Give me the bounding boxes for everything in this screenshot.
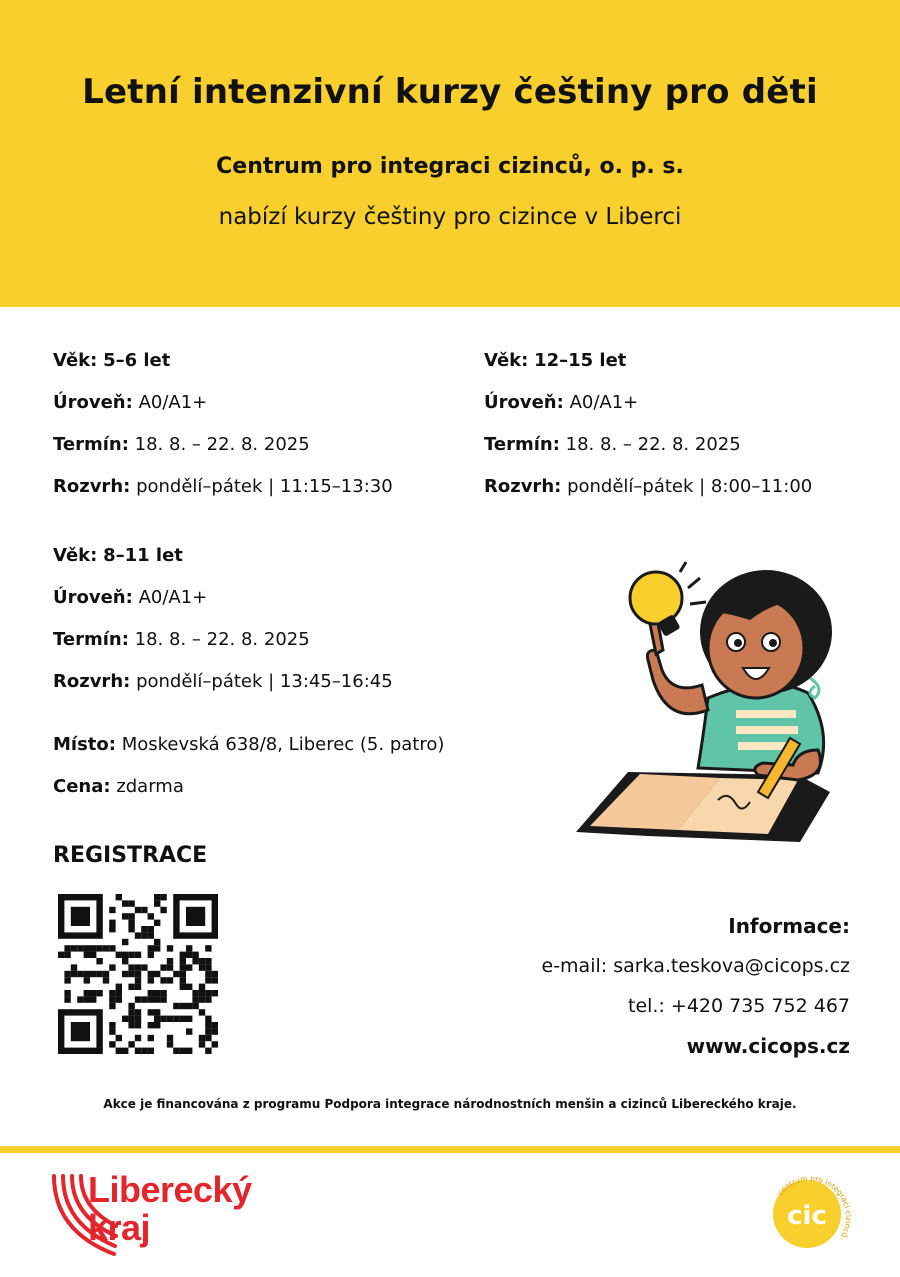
- qr-module: [199, 1009, 205, 1015]
- info-title: Informace:: [728, 914, 850, 938]
- qr-module: [205, 990, 211, 996]
- qr-module: [84, 996, 90, 1002]
- qr-module: [135, 1048, 141, 1054]
- qr-module: [167, 945, 173, 951]
- qr-module: [122, 1048, 128, 1054]
- qr-module: [154, 939, 160, 945]
- qr-module: [128, 926, 134, 932]
- qr-module: [109, 1022, 115, 1028]
- qr-module: [148, 971, 154, 977]
- qr-module: [122, 971, 128, 977]
- qr-module: [148, 945, 154, 951]
- qr-module: [122, 952, 128, 958]
- book-icon: [576, 772, 830, 842]
- course-block-age-12-15: [484, 340, 812, 508]
- qr-module: [116, 1035, 122, 1041]
- qr-module: [212, 971, 218, 977]
- qr-module: [71, 907, 90, 926]
- qr-module: [173, 1003, 179, 1009]
- age-value: 8–11 let: [103, 545, 183, 566]
- offer-subtitle: nabízí kurzy češtiny pro cizince v Liberci: [218, 204, 682, 230]
- qr-module: [128, 1022, 134, 1028]
- qr-module: [116, 996, 122, 1002]
- qr-module: [212, 977, 218, 983]
- schedule-value: pondělí–pátek | 8:00–11:00: [567, 476, 813, 497]
- qr-module: [205, 1035, 211, 1041]
- qr-module: [180, 1048, 186, 1054]
- qr-module: [167, 1035, 173, 1041]
- qr-module: [160, 1016, 166, 1022]
- level-label: Úroveň:: [53, 587, 133, 608]
- qr-module: [186, 952, 192, 958]
- level-value: A0/A1+: [138, 392, 208, 413]
- qr-module: [128, 964, 134, 970]
- qr-module: [199, 984, 205, 990]
- price-value: zdarma: [116, 776, 184, 797]
- qr-module: [64, 977, 70, 983]
- registration-title: REGISTRACE: [53, 843, 208, 868]
- qr-module: [205, 971, 211, 977]
- qr-module: [180, 964, 186, 970]
- age-label: Věk:: [53, 350, 98, 371]
- qr-module: [128, 971, 134, 977]
- qr-module: [109, 926, 115, 932]
- qr-module: [128, 1016, 134, 1022]
- qr-module: [192, 1003, 198, 1009]
- qr-module: [116, 984, 122, 990]
- qr-module: [77, 996, 83, 1002]
- qr-module: [167, 1016, 173, 1022]
- qr-module: [186, 907, 205, 926]
- qr-module: [180, 952, 186, 958]
- qr-module: [90, 945, 96, 951]
- qr-module: [199, 964, 205, 970]
- qr-module: [141, 996, 147, 1002]
- date-label: Termín:: [53, 629, 129, 650]
- course-block-age-5-6: [53, 340, 393, 508]
- qr-module: [154, 894, 160, 900]
- qr-module: [167, 977, 173, 983]
- age-label: Věk:: [53, 545, 98, 566]
- qr-module: [135, 1016, 141, 1022]
- schedule-label: Rozvrh:: [53, 671, 131, 692]
- qr-module: [135, 996, 141, 1002]
- price-label: Cena:: [53, 776, 111, 797]
- qr-module: [128, 1041, 134, 1047]
- cic-tagline: centrum pro integraci cizinců: [775, 1173, 854, 1240]
- qr-module: [122, 900, 128, 906]
- qr-module: [122, 958, 128, 964]
- qr-module: [205, 945, 211, 951]
- qr-module: [135, 907, 141, 913]
- qr-module: [109, 945, 115, 951]
- qr-module: [205, 1016, 211, 1022]
- qr-module: [128, 900, 134, 906]
- header-banner: [0, 0, 900, 307]
- qr-module: [148, 1035, 154, 1041]
- qr-module: [148, 996, 154, 1002]
- qr-module: [186, 964, 192, 970]
- qr-module: [109, 990, 115, 996]
- location-price-block: [53, 724, 444, 808]
- qr-module: [84, 977, 90, 983]
- date-value: 18. 8. – 22. 8. 2025: [134, 434, 310, 455]
- qr-module: [128, 1009, 134, 1015]
- qr-module: [180, 958, 186, 964]
- qr-code-icon[interactable]: [58, 894, 218, 1054]
- qr-module: [173, 971, 179, 977]
- qr-module: [186, 984, 192, 990]
- qr-module: [103, 977, 109, 983]
- child-lightbulb-illustration: [568, 560, 858, 850]
- qr-module: [199, 958, 205, 964]
- qr-module: [109, 1003, 115, 1009]
- qr-module: [154, 920, 160, 926]
- website-link[interactable]: www.cicops.cz: [686, 1034, 850, 1058]
- level-value: A0/A1+: [569, 392, 639, 413]
- qr-module: [199, 990, 205, 996]
- qr-module: [116, 990, 122, 996]
- qr-module: [160, 990, 166, 996]
- lightbulb-icon: [630, 562, 706, 637]
- qr-module: [154, 990, 160, 996]
- level-value: A0/A1+: [138, 587, 208, 608]
- age-value: 5–6 let: [103, 350, 171, 371]
- qr-module: [186, 945, 192, 951]
- qr-module: [135, 977, 141, 983]
- qr-module: [58, 952, 64, 958]
- qr-module: [77, 945, 83, 951]
- qr-module: [64, 952, 70, 958]
- qr-module: [64, 971, 70, 977]
- qr-module: [109, 996, 115, 1002]
- course-block-age-8-11: [53, 535, 393, 703]
- qr-module: [180, 1016, 186, 1022]
- schedule-label: Rozvrh:: [484, 476, 562, 497]
- qr-module: [154, 996, 160, 1002]
- qr-module: [173, 1016, 179, 1022]
- qr-module: [122, 1016, 128, 1022]
- qr-module: [167, 964, 173, 970]
- qr-module: [90, 996, 96, 1002]
- qr-module: [160, 996, 166, 1002]
- logo-line-2: kraj: [88, 1207, 151, 1248]
- qr-module: [205, 1048, 211, 1054]
- liberecky-kraj-logo-text: [88, 1171, 252, 1247]
- qr-module: [77, 971, 83, 977]
- age-value: 12–15 let: [534, 350, 627, 371]
- qr-module: [154, 945, 160, 951]
- qr-module: [199, 1041, 205, 1047]
- qr-module: [71, 1022, 90, 1041]
- qr-module: [116, 952, 122, 958]
- qr-module: [186, 1048, 192, 1054]
- qr-module: [154, 1009, 160, 1015]
- qr-module: [160, 907, 166, 913]
- qr-module: [122, 913, 128, 919]
- qr-module: [148, 990, 154, 996]
- qr-module: [205, 996, 211, 1002]
- qr-module: [186, 1003, 192, 1009]
- qr-module: [96, 990, 102, 996]
- qr-module: [90, 971, 96, 977]
- qr-module: [186, 1028, 192, 1034]
- date-value: 18. 8. – 22. 8. 2025: [565, 434, 741, 455]
- age-label: Věk:: [484, 350, 529, 371]
- qr-module: [116, 1048, 122, 1054]
- qr-module: [160, 977, 166, 983]
- qr-module: [148, 926, 154, 932]
- qr-module: [96, 945, 102, 951]
- qr-module: [141, 907, 147, 913]
- qr-module: [128, 913, 134, 919]
- qr-module: [148, 977, 154, 983]
- qr-module: [84, 990, 90, 996]
- qr-module: [90, 990, 96, 996]
- schedule-label: Rozvrh:: [53, 476, 131, 497]
- contact-phone[interactable]: tel.: +420 735 752 467: [628, 995, 850, 1017]
- qr-module: [192, 958, 198, 964]
- qr-module: [109, 964, 115, 970]
- qr-module: [212, 1041, 218, 1047]
- qr-module: [212, 990, 218, 996]
- qr-module: [109, 920, 115, 926]
- qr-module: [180, 977, 186, 983]
- qr-module: [71, 945, 77, 951]
- qr-module: [122, 939, 128, 945]
- qr-module: [192, 996, 198, 1002]
- qr-module: [192, 952, 198, 958]
- footer-divider: [0, 1146, 900, 1153]
- qr-module: [141, 932, 147, 938]
- place-label: Místo:: [53, 734, 116, 755]
- level-label: Úroveň:: [53, 392, 133, 413]
- qr-module: [96, 971, 102, 977]
- qr-module: [135, 984, 141, 990]
- place-value: Moskevská 638/8, Liberec (5. patro): [121, 734, 445, 755]
- qr-module: [205, 1028, 211, 1034]
- funding-note: Akce je financována z programu Podpora integrace národnostních menšin a cizinců Libereckého kraje.: [103, 1097, 797, 1111]
- qr-module: [90, 952, 96, 958]
- qr-module: [180, 984, 186, 990]
- qr-module: [135, 1009, 141, 1015]
- qr-module: [103, 945, 109, 951]
- qr-module: [96, 958, 102, 964]
- logo-line-1: Liberecký: [88, 1169, 252, 1210]
- qr-module: [128, 920, 134, 926]
- qr-module: [141, 964, 147, 970]
- qr-module: [84, 945, 90, 951]
- qr-module: [186, 1016, 192, 1022]
- contact-email[interactable]: e-mail: sarka.teskova@cicops.cz: [541, 955, 850, 977]
- qr-module: [199, 996, 205, 1002]
- page-title: Letní intenzivní kurzy češtiny pro děti: [82, 72, 818, 112]
- organization-name: Centrum pro integraci cizinců, o. p. s.: [216, 154, 684, 179]
- qr-module: [180, 1003, 186, 1009]
- qr-module: [173, 1048, 179, 1054]
- qr-module: [135, 1035, 141, 1041]
- qr-module: [205, 958, 211, 964]
- qr-module: [128, 1003, 134, 1009]
- qr-module: [148, 1022, 154, 1028]
- qr-module: [141, 1048, 147, 1054]
- qr-module: [154, 1016, 160, 1022]
- qr-module: [180, 971, 186, 977]
- qr-module: [205, 977, 211, 983]
- qr-module: [84, 952, 90, 958]
- qr-module: [212, 1022, 218, 1028]
- qr-module: [154, 971, 160, 977]
- qr-module: [135, 952, 141, 958]
- qr-module: [160, 894, 166, 900]
- qr-module: [64, 945, 70, 951]
- qr-module: [148, 952, 154, 958]
- qr-module: [128, 952, 134, 958]
- qr-module: [64, 990, 70, 996]
- date-label: Termín:: [53, 434, 129, 455]
- level-label: Úroveň:: [484, 392, 564, 413]
- qr-module: [148, 1009, 154, 1015]
- qr-module: [116, 894, 122, 900]
- schedule-value: pondělí–pátek | 11:15–13:30: [136, 476, 393, 497]
- qr-module: [109, 907, 115, 913]
- qr-module: [109, 1028, 115, 1034]
- contact-info: [542, 906, 851, 1066]
- qr-module: [192, 990, 198, 996]
- qr-module: [64, 996, 70, 1002]
- qr-module: [199, 1035, 205, 1041]
- qr-module: [128, 984, 134, 990]
- cic-mark: cic: [787, 1201, 827, 1231]
- qr-module: [205, 1022, 211, 1028]
- qr-module: [135, 932, 141, 938]
- schedule-value: pondělí–pátek | 13:45–16:45: [136, 671, 393, 692]
- qr-module: [141, 926, 147, 932]
- qr-module: [135, 971, 141, 977]
- qr-module: [71, 971, 77, 977]
- qr-module: [71, 964, 77, 970]
- date-value: 18. 8. – 22. 8. 2025: [134, 629, 310, 650]
- qr-module: [212, 1028, 218, 1034]
- qr-module: [148, 913, 154, 919]
- qr-module: [148, 1048, 154, 1054]
- qr-module: [154, 900, 160, 906]
- qr-module: [160, 964, 166, 970]
- qr-module: [103, 971, 109, 977]
- qr-module: [205, 964, 211, 970]
- qr-module: [154, 1022, 160, 1028]
- qr-module: [148, 932, 154, 938]
- qr-module: [135, 1022, 141, 1028]
- qr-module: [167, 1041, 173, 1047]
- date-label: Termín:: [484, 434, 560, 455]
- cic-logo-icon: [765, 1172, 855, 1262]
- qr-module: [84, 971, 90, 977]
- qr-module: [109, 1041, 115, 1047]
- qr-module: [135, 964, 141, 970]
- qr-module: [167, 958, 173, 964]
